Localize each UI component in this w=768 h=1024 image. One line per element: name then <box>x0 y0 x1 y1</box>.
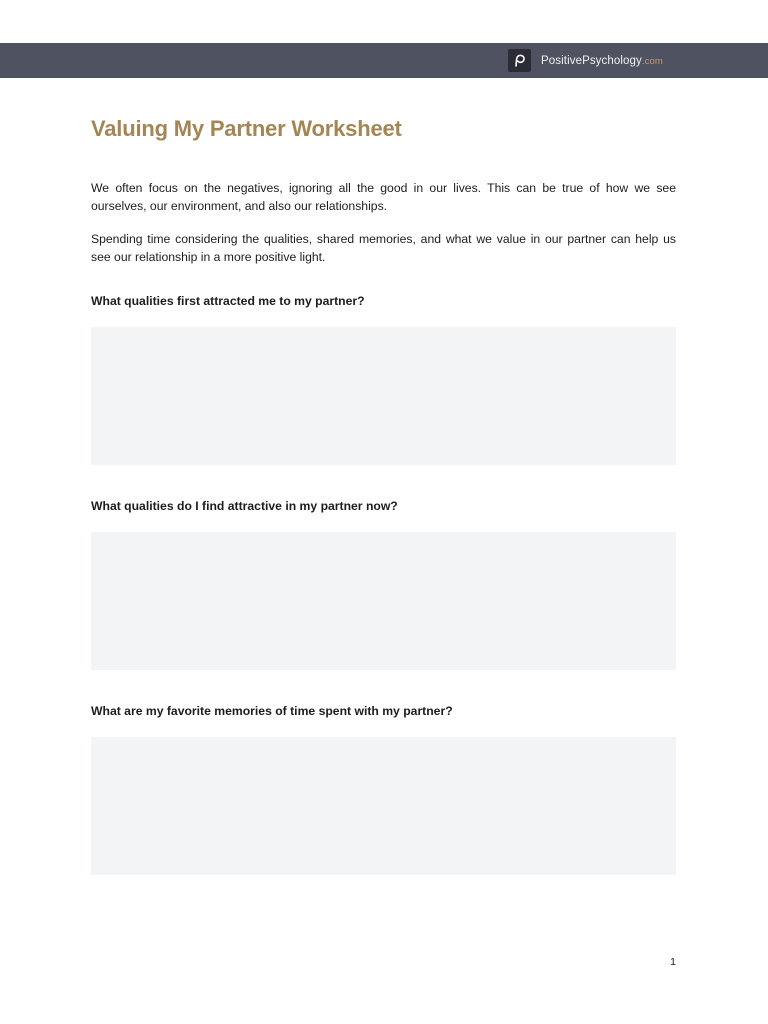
page-title: Valuing My Partner Worksheet <box>91 116 402 141</box>
answer-box-1[interactable] <box>91 327 676 465</box>
question-1: What qualities first attracted me to my partner? <box>91 294 365 308</box>
page-number: 1 <box>670 956 676 968</box>
p-logo-icon <box>508 49 531 72</box>
brand-tld: .com <box>641 55 663 67</box>
answer-box-2[interactable] <box>91 532 676 670</box>
intro-paragraph-1: We often focus on the negatives, ignoring all the good in our lives. This can be true of how we see ourselves, our environment, and also our relationships. <box>91 181 676 213</box>
brand-link[interactable] <box>508 49 663 72</box>
question-2: What qualities do I find attractive in my partner now? <box>91 499 398 513</box>
brand-name-text: PositivePsychology <box>541 54 642 67</box>
header-band <box>0 43 768 78</box>
intro-paragraph-2: Spending time considering the qualities, shared memories, and what we value in our partner can help us see our relationship in a more positive light. <box>91 232 676 264</box>
question-3: What are my favorite memories of time spent with my partner? <box>91 704 453 718</box>
brand-name <box>541 55 663 67</box>
answer-box-3[interactable] <box>91 737 676 875</box>
